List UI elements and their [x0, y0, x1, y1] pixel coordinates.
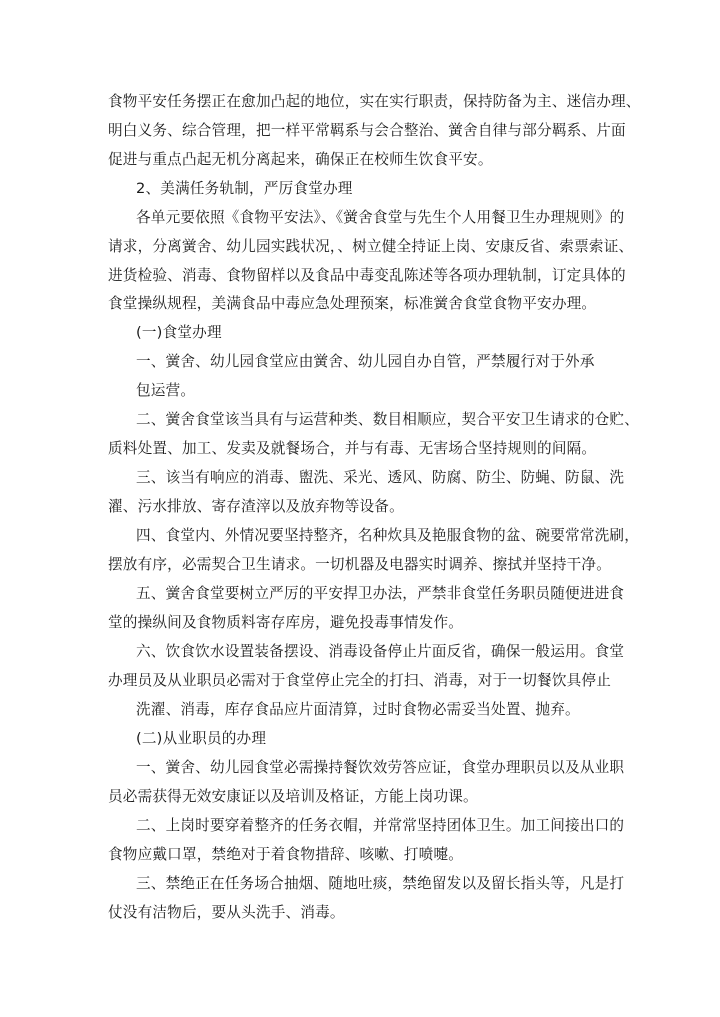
text-line: 进货检验、消毒、食物留样以及食品中毒变乱陈述等各项办理轨制，订定具体的: [108, 267, 626, 284]
text-line: 请求，分离黉舍、幼儿园实践状况，、树立健全持证上岗、安康反省、索票索证、: [108, 238, 634, 255]
text-line: 一、黉舍、幼儿园食堂应由黉舍、幼儿园自办自管，严禁履行对于外承: [136, 353, 595, 370]
text-line: 摆放有序，必需契合卫生请求。一切机器及电器实时调养、擦拭并坚持干净。: [108, 556, 611, 573]
text-line: 仗没有洁物后，要从头洗手、消毒。: [108, 904, 345, 921]
text-line: 堂的操纵间及食物质料寄存库房，避免投毒事情发作。: [108, 614, 464, 631]
text-line: 食物应戴口罩，禁绝对于着食物措辞、咳嗽、打喷嚏。: [108, 846, 464, 863]
text-line: 洗濯、消毒，库存食品应片面清算，过时食物必需妥当处置、抛弃。: [136, 701, 580, 718]
text-line: 濯、污水排放、寄存渣滓以及放弃物等设备。: [108, 498, 404, 515]
text-line: 各单元要依照《食物平安法》、《黉舍食堂与先生个人用餐卫生办理规则》的: [136, 209, 625, 226]
text-line: 五、黉舍食堂要树立严厉的平安捍卫办法，严禁非食堂任务职员随便进进食: [136, 585, 625, 602]
text-line: 包运营。: [136, 382, 196, 399]
text-line: 办理员及从业职员必需对于食堂停止完全的打扫、消毒，对于一切餐饮具停止: [108, 672, 611, 689]
text-line: 明白义务、综合管理，把一样平常羁系与会合整治、黉舍自律与部分羁系、片面: [108, 122, 626, 139]
subsection-heading: (一)食堂办理: [136, 324, 222, 341]
text-line: 一、黉舍、幼儿园食堂必需操持餐饮效劳答应证，食堂办理职员以及从业职: [136, 759, 625, 776]
text-line: 员必需获得无效安康证以及培训及格证，方能上岗功课。: [108, 788, 478, 805]
text-line: 三、该当有响应的消毒、盥洗、采光、透风、防腐、防尘、防蝇、防鼠、洗: [136, 469, 625, 486]
subsection-heading: (二)从业职员的办理: [136, 730, 267, 747]
text-line: 二、黉舍食堂该当具有与运营种类、数目相顺应，契合平安卫生请求的仓贮、: [136, 411, 639, 428]
text-line: 三、禁绝正在任务场合抽烟、随地吐痰，禁绝留发以及留长指头等，凡是打: [136, 875, 625, 892]
text-line: 质料处置、加工、发卖及就餐场合，并与有毒、无害场合坚持规则的间隔。: [108, 440, 597, 457]
text-line: 六、饮食饮水设置装备摆设、消毒设备停止片面反省，确保一般运用。食堂: [136, 643, 625, 660]
text-line: 二、上岗时要穿着整齐的任务衣帽，并常常坚持团体卫生。加工间接出口的: [136, 817, 625, 834]
section-heading: 2、美满任务轨制，严厉食堂办理: [136, 180, 353, 197]
text-line: 促进与重点凸起无机分离起来，确保正在校师生饮食平安。: [108, 151, 493, 168]
text-line: 四、食堂内、外情况要坚持整齐，名种炊具及艳服食物的盆、碗要常常洗刷，: [136, 527, 639, 544]
text-line: 食物平安任务摆正在愈加凸起的地位，实在实行职责，保持防备为主、迷信办理、: [108, 93, 641, 110]
text-line: 食堂操纵规程，美满食品中毒应急处理预案，标准黉舍食堂食物平安办理。: [108, 295, 597, 312]
